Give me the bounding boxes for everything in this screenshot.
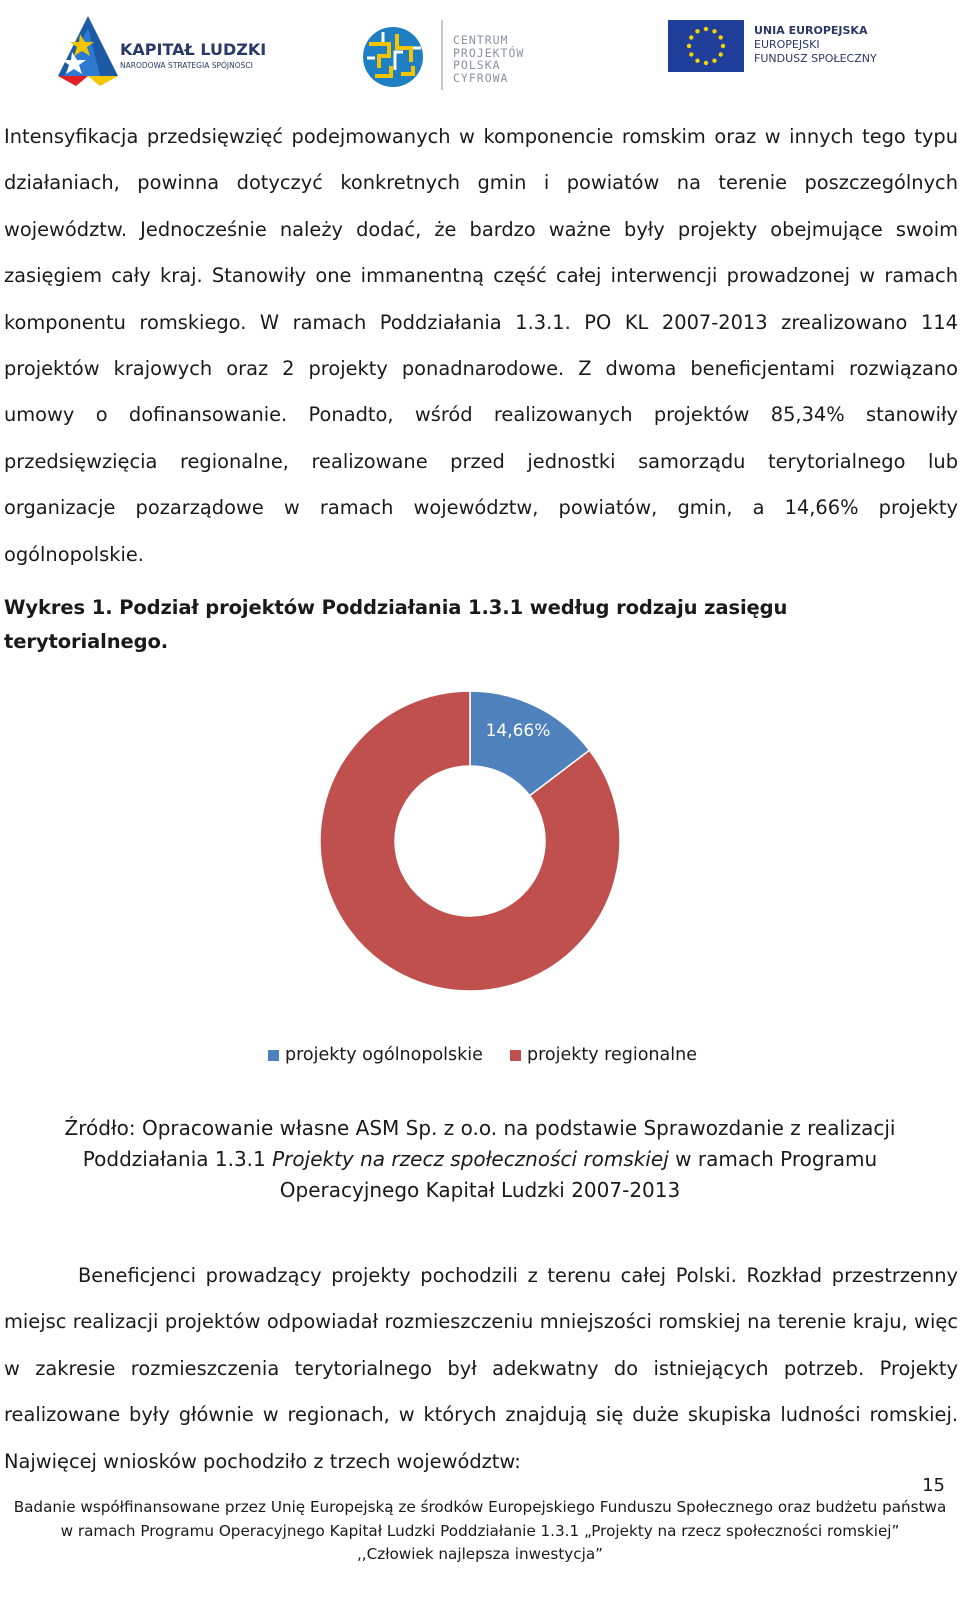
cppc-line: CENTRUM bbox=[453, 33, 509, 47]
footer-line-2: w ramach Programu Operacyjnego Kapitał Ludzki Poddziałanie 1.3.1 „Projekty na rzecz społeczności romskiej” bbox=[60, 1521, 900, 1540]
kapital-ludzki-title: KAPITAŁ LUDZKI bbox=[120, 40, 267, 59]
kapital-ludzki-emblem-icon bbox=[58, 16, 118, 88]
footer-line-1: Badanie współfinansowane przez Unię Europejską ze środków Europejskiego Funduszu Społecznego oraz budżetu państwa bbox=[13, 1498, 947, 1516]
legend-label: projekty regionalne bbox=[527, 1045, 697, 1065]
legend-swatch-blue bbox=[268, 1050, 279, 1061]
ue-line-3: FUNDUSZ SPOŁECZNY bbox=[754, 52, 877, 65]
source-italic-title: Projekty na rzecz społeczności romskiej bbox=[272, 1147, 669, 1171]
cppc-line: CYFROWA bbox=[453, 70, 509, 85]
source-line-2 bbox=[0, 1144, 960, 1175]
donut-data-label: 14,66% bbox=[485, 721, 551, 742]
cppc-logo bbox=[355, 14, 575, 102]
kapital-ludzki-subtitle: NARODOWA STRATEGIA SPÓJNOŚCI bbox=[120, 61, 253, 70]
body-paragraph-1: Intensyfikacja przedsięwzięć podejmowanych w komponencie romskim oraz w innych tego typu działaniach, powinna dotyczyć konkretnych gmin i powiatów na terenie poszczególnych województw. Jednocześnie należy dodać, że bardzo ważne były projekty obejmujące swoim zasięgiem cały kraj. Stanowiły one immanentną część całej interwencji prowadzonej w ramach komponentu romskiego. W ramach Poddziałania 1.3.1. PO KL 2007-2013 zrealizowano 114 projektów krajowych oraz 2 projekty ponadnarodowe. Z dwoma beneficjentami rozwiązano umowy o dofinansowanie. Ponadto, wśród realizowanych projektów 85,34% stanowiły przedsięwzięcia regionalne, realizowane przed jednostki samorządu terytorialnego lub organizacje pozarządowe w ramach województw, powiatów, gmin, a 14,66% projekty ogólnopolskie. bbox=[4, 125, 958, 566]
donut-data-label: 85,34% bbox=[337, 1018, 403, 1039]
source-line-1: Źródło: Opracowanie własne ASM Sp. z o.o. na podstawie Sprawozdanie z realizacji bbox=[64, 1116, 896, 1140]
legend-item-ogolnopolskie bbox=[268, 1040, 483, 1070]
page-footer bbox=[0, 1496, 960, 1567]
ue-logo bbox=[668, 14, 898, 102]
page-number: 15 bbox=[922, 1475, 945, 1496]
ue-line-1: UNIA EUROPEJSKA bbox=[754, 24, 868, 37]
eu-flag-icon bbox=[668, 20, 744, 72]
footer-line-3: ,,Człowiek najlepsza inwestycja” bbox=[356, 1545, 604, 1563]
cppc-divider bbox=[441, 20, 443, 90]
body-paragraph-2 bbox=[4, 1253, 958, 1485]
donut-chart bbox=[300, 690, 660, 1039]
chart-legend bbox=[0, 1040, 960, 1070]
figure-source bbox=[0, 1113, 960, 1206]
body-paragraph-2-text: Beneficjenci prowadzący projekty pochodzili z terenu całej Polski. Rozkład przestrzenny miejsc realizacji projektów odpowiadał rozmieszczeniu mniejszości romskiej na terenie kraju, więc w zakresie rozmieszczenia terytorialnego był adekwatny do istniejących potrzeb. Projekty realizowane były głównie w regionach, w których znajdują się duże skupiska ludności romskiej. Najwięcej wniosków pochodziło z trzech województw: bbox=[4, 1264, 958, 1473]
figure-title: Wykres 1. Podział projektów Poddziałania 1.3.1 według rodzaju zasięgu terytorialnego. bbox=[4, 596, 788, 653]
kapital-ludzki-logo bbox=[58, 14, 288, 102]
cppc-line: PROJEKTÓW bbox=[453, 45, 525, 60]
legend-swatch-red bbox=[510, 1050, 521, 1061]
cppc-line: POLSKA bbox=[453, 58, 501, 72]
header-logos bbox=[0, 14, 960, 104]
legend-label: projekty ogólnopolskie bbox=[285, 1045, 483, 1065]
source-text: Poddziałania 1.3.1 bbox=[82, 1147, 273, 1171]
source-text: w ramach Programu bbox=[668, 1147, 878, 1171]
cppc-text bbox=[453, 34, 524, 84]
legend-item-regionalne bbox=[510, 1040, 697, 1070]
source-line-3: Operacyjnego Kapitał Ludzki 2007-2013 bbox=[279, 1178, 681, 1202]
ue-text bbox=[754, 24, 877, 66]
ue-line-2: EUROPEJSKI bbox=[754, 38, 820, 51]
cppc-maze-icon bbox=[355, 22, 433, 92]
